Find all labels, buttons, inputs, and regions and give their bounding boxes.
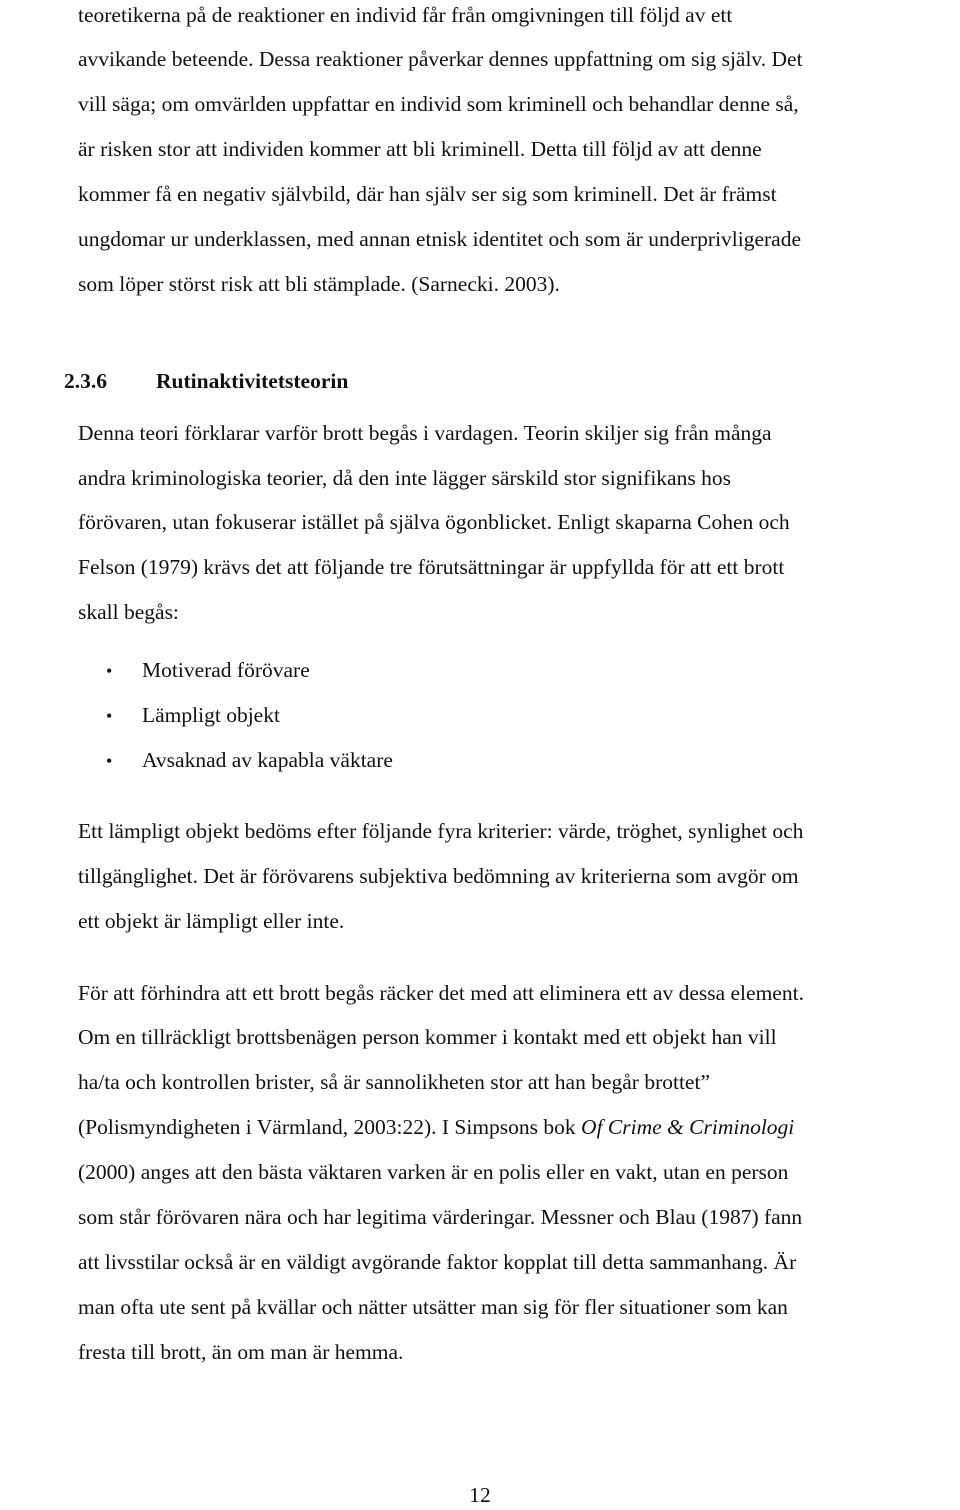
citation-text: (Polismyndigheten i Värmland, 2003:22). I Simpsons bok: [78, 1115, 582, 1139]
section-number: 2.3.6: [64, 369, 107, 393]
bullet-item: [106, 655, 310, 686]
paragraph-4-line-7: att livsstilar också är en väldigt avgörande faktor kopplat till detta sammanhang. Är: [78, 1250, 797, 1274]
bullet-item: [106, 700, 280, 731]
bullet-item-label: Lämpligt objekt: [142, 703, 280, 727]
paragraph-4-line-3: ha/ta och kontrollen brister, så är sannolikheten stor att han begår brottet”: [78, 1070, 710, 1094]
section-heading: [64, 366, 348, 396]
paragraph-4-line-6: som står förövaren nära och har legitima värderingar. Messner och Blau (1987) fann: [78, 1205, 803, 1229]
paragraph-2-line-2: andra kriminologiska teorier, då den inte lägger särskild stor signifikans hos: [78, 466, 731, 490]
bullet-item-label: Motiverad förövare: [142, 658, 310, 682]
paragraph-1-line-1: teoretikerna på de reaktioner en individ får från omgivningen till följd av ett: [78, 3, 733, 27]
page-number: 12: [469, 1483, 491, 1507]
book-title: Of Crime & Criminologi: [581, 1115, 795, 1139]
paragraph-1-line-3: vill säga; om omvärlden uppfattar en individ som kriminell och behandlar denne så,: [78, 92, 799, 116]
paragraph-1-line-4: är risken stor att individen kommer att bli kriminell. Detta till följd av att denne: [78, 137, 762, 161]
paragraph-1-line-6: ungdomar ur underklassen, med annan etnisk identitet och som är underprivligerade: [78, 227, 802, 251]
paragraph-2-line-5: skall begås:: [78, 600, 179, 624]
bullet-icon: •: [106, 706, 113, 726]
paragraph-2-line-3: förövaren, utan fokuserar istället på själva ögonblicket. Enligt skaparna Cohen och: [78, 510, 790, 534]
paragraph-2-line-4: Felson (1979) krävs det att följande tre förutsättningar är uppfyllda för att ett brott: [78, 555, 785, 579]
paragraph-1-line-7: som löper störst risk att bli stämplade. (Sarnecki. 2003).: [78, 272, 560, 296]
paragraph-1-line-5: kommer få en negativ självbild, där han själv ser sig som kriminell. Det är främst: [78, 182, 777, 206]
paragraph-4-line-1: För att förhindra att ett brott begås räcker det med att eliminera ett av dessa element.: [78, 981, 804, 1005]
paragraph-4-line-9: fresta till brott, än om man är hemma.: [78, 1340, 404, 1364]
bullet-item-label: Avsaknad av kapabla väktare: [142, 748, 393, 772]
paragraph-3-line-1: Ett lämpligt objekt bedöms efter följande fyra kriterier: värde, tröghet, synlighet och: [78, 819, 804, 843]
paragraph-4-line-4: [78, 1112, 794, 1142]
bullet-item: [106, 745, 393, 776]
paragraph-4-line-5: (2000) anges att den bästa väktaren varken är en polis eller en vakt, utan en person: [78, 1160, 789, 1184]
paragraph-3-line-2: tillgänglighet. Det är förövarens subjektiva bedömning av kriterierna som avgör om: [78, 864, 799, 888]
bullet-icon: •: [106, 751, 113, 771]
paragraph-1-line-2: avvikande beteende. Dessa reaktioner påverkar dennes uppfattning om sig själv. Det: [78, 47, 803, 71]
paragraph-4-line-8: man ofta ute sent på kvällar och nätter utsätter man sig för fler situationer som kan: [78, 1295, 788, 1319]
bullet-icon: •: [106, 661, 113, 681]
paragraph-2-line-1: Denna teori förklarar varför brott begås i vardagen. Teorin skiljer sig från många: [78, 421, 772, 445]
section-title: Rutinaktivitetsteorin: [156, 369, 349, 393]
paragraph-4-line-2: Om en tillräckligt brottsbenägen person kommer i kontakt med ett objekt han vill: [78, 1025, 777, 1049]
paragraph-3-line-3: ett objekt är lämpligt eller inte.: [78, 909, 345, 933]
